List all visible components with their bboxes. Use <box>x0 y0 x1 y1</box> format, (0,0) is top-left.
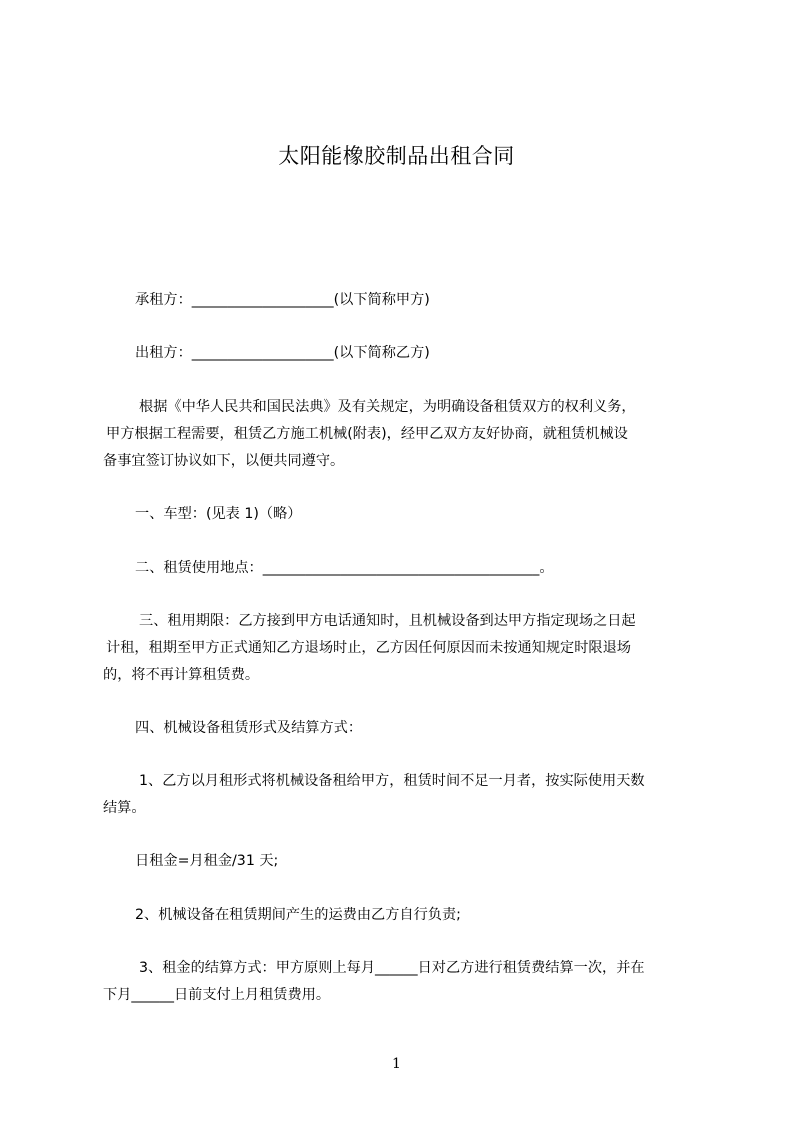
preamble-line: 备事宜签订协议如下，以便共同遵守。 <box>103 453 345 469</box>
item-monthly-rent-line: 结算。 <box>103 800 146 816</box>
clause-term-paragraph <box>103 608 713 689</box>
lessee-line: 承租方：____________________(以下简称甲方) <box>135 292 430 308</box>
clause-term-line: 三、租用期限：乙方接到甲方电话通知时，且机械设备到达甲方指定现场之日起 <box>139 613 636 629</box>
item-settlement-line: 3、租金的结算方式：甲方原则上每月______日对乙方进行租赁费结算一次，并在 <box>139 960 645 976</box>
item-monthly-rent-paragraph <box>103 768 713 822</box>
document-title: 太阳能橡胶制品出租合同 <box>278 144 515 168</box>
daily-rent-formula: 日租金=月租金/31 天; <box>135 853 279 869</box>
clause-term-line: 的，将不再计算租赁费。 <box>103 667 260 683</box>
preamble-line: 根据《中华人民共和国民法典》及有关规定，为明确设备租赁双方的权利义务， <box>139 399 636 415</box>
clause-term-line: 计租，租期至甲方正式通知乙方退场时止，乙方因任何原因而未按通知规定时限退场 <box>106 640 631 656</box>
preamble-paragraph <box>103 394 713 475</box>
clause-settlement-heading: 四、机械设备租赁形式及结算方式： <box>135 720 363 736</box>
clause-vehicle-type: 一、车型：(见表 1)（略） <box>135 506 302 522</box>
page-number: 1 <box>392 1056 401 1072</box>
item-monthly-rent-line: 1、乙方以月租形式将机械设备租给甲方，租赁时间不足一月者，按实际使用天数 <box>139 773 645 789</box>
preamble-line: 甲方根据工程需要，租赁乙方施工机械(附表)，经甲乙双方友好协商，就租赁机械设 <box>106 426 628 442</box>
item-settlement-line: 下月______日前支付上月租赁费用。 <box>103 987 331 1003</box>
item-freight: 2、机械设备在租赁期间产生的运费由乙方自行负责; <box>135 907 461 923</box>
item-settlement-paragraph <box>103 955 713 1009</box>
clause-location: 二、租赁使用地点：_______________________________________。 <box>135 560 554 576</box>
lessor-line: 出租方：____________________(以下简称乙方) <box>135 345 430 361</box>
